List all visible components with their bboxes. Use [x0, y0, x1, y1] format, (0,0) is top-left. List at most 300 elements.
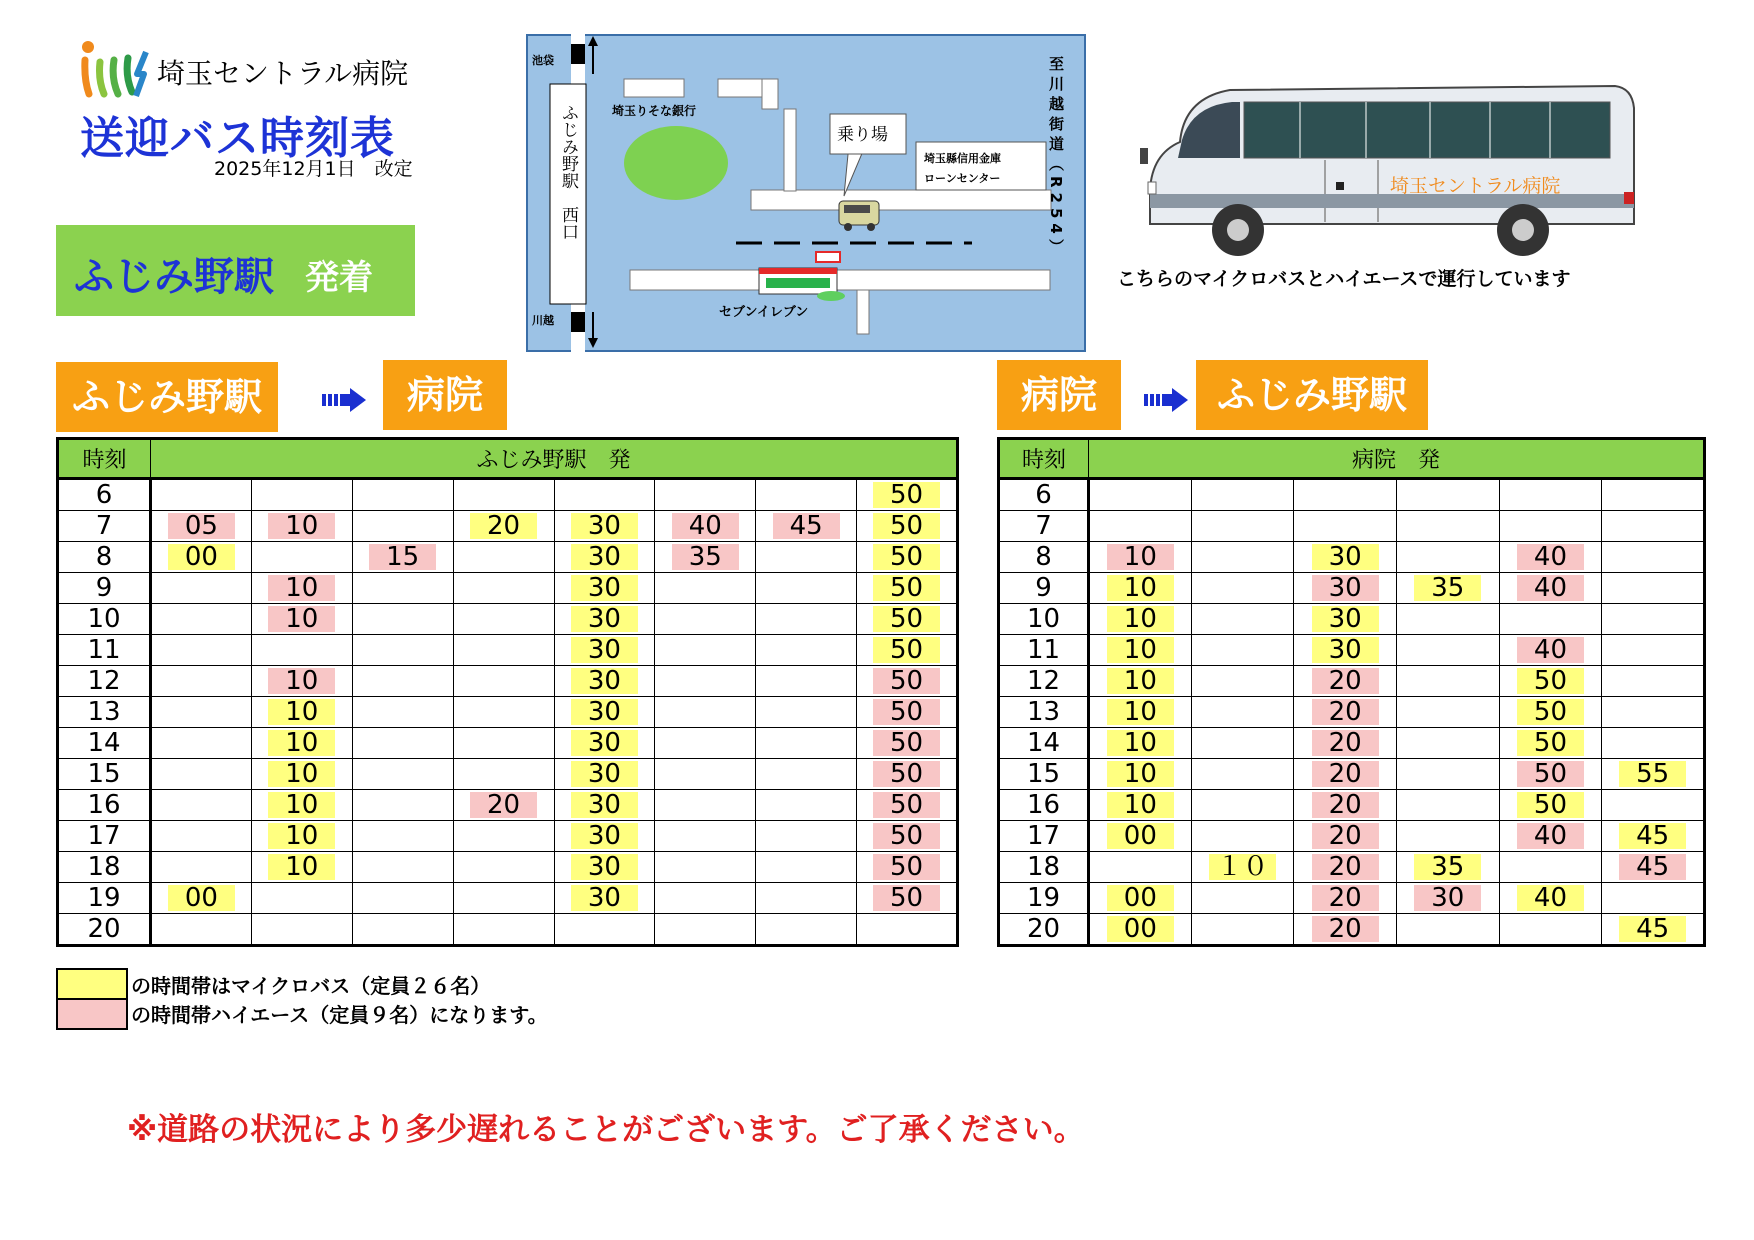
minute-cell — [1089, 635, 1192, 666]
minute-cell — [655, 479, 756, 511]
minute-cell — [251, 542, 352, 573]
minute-cell — [756, 883, 857, 914]
table-row — [58, 759, 958, 790]
minute-cell — [554, 821, 655, 852]
microbus-departure: 10 — [268, 730, 335, 756]
minute-cell — [756, 852, 857, 883]
minute-cell — [857, 479, 958, 511]
microbus-departure: 00 — [1107, 916, 1174, 942]
delay-notice: ※道路の状況により多少遅れることがございます。ご了承ください。 — [127, 1112, 1085, 1148]
table-row — [999, 697, 1705, 728]
minute-cell — [1396, 728, 1499, 759]
table-row — [58, 542, 958, 573]
minute-cell — [1089, 573, 1192, 604]
revision-date: 2025年12月1日 改定 — [214, 158, 413, 180]
minute-cell — [554, 697, 655, 728]
arrow-right-icon — [1144, 386, 1190, 414]
minute-cell — [251, 821, 352, 852]
map-store-label: セブンイレブン — [719, 305, 809, 320]
hiace-departure: 20 — [1312, 730, 1379, 756]
legend-swatch-hiace — [56, 998, 128, 1030]
table-row — [58, 728, 958, 759]
microbus-departure: 30 — [571, 854, 638, 880]
minute-cell — [1089, 914, 1192, 946]
minute-cell — [857, 790, 958, 821]
minute-cell — [1602, 821, 1705, 852]
map-bank-label: 埼玉りそな銀行 — [612, 104, 697, 118]
minute-cell — [1602, 604, 1705, 635]
hiace-departure: 20 — [1312, 916, 1379, 942]
microbus-departure: 10 — [1107, 637, 1174, 663]
station-banner-suffix: 発着 — [305, 258, 373, 298]
minute-cell — [1396, 573, 1499, 604]
minute-cell — [857, 666, 958, 697]
microbus-departure: 50 — [1517, 792, 1584, 818]
table-row — [58, 573, 958, 604]
microbus-departure: 50 — [873, 575, 940, 601]
minute-cell — [1294, 697, 1397, 728]
minute-cell — [1602, 759, 1705, 790]
minute-cell — [1602, 790, 1705, 821]
map-south-label: 川越 — [532, 314, 554, 327]
microbus-departure: 10 — [268, 792, 335, 818]
microbus-departure: 30 — [1312, 606, 1379, 632]
minute-cell — [1191, 479, 1294, 511]
bus-caption: こちらのマイクロバスとハイエースで運行しています — [1117, 268, 1571, 290]
minute-cell — [1089, 790, 1192, 821]
legend-swatch-microbus — [56, 968, 128, 1000]
minute-cell — [151, 604, 252, 635]
table-row — [999, 573, 1705, 604]
minute-cell — [1294, 883, 1397, 914]
hiace-departure: 50 — [873, 792, 940, 818]
hour-cell: 7 — [58, 511, 151, 542]
arrow-right-icon — [322, 386, 368, 414]
microbus-departure: 30 — [571, 792, 638, 818]
minute-cell — [453, 666, 554, 697]
microbus-departure: 30 — [571, 823, 638, 849]
minute-cell — [857, 914, 958, 946]
table-row — [58, 635, 958, 666]
minute-cell — [1499, 666, 1602, 697]
hiace-departure: 50 — [873, 854, 940, 880]
hiace-departure: 40 — [1517, 823, 1584, 849]
hiace-departure: 20 — [470, 792, 537, 818]
minute-cell — [151, 883, 252, 914]
hour-cell: 12 — [999, 666, 1089, 697]
minute-cell — [1499, 821, 1602, 852]
hospital-name: 埼玉セントラル病院 — [157, 57, 409, 90]
hiace-departure: 15 — [369, 544, 436, 570]
map-highway-label: 至川越街道（R254） — [1047, 56, 1065, 259]
minute-cell — [151, 852, 252, 883]
minute-cell — [1294, 728, 1397, 759]
minute-cell — [151, 697, 252, 728]
minute-cell — [1294, 821, 1397, 852]
microbus-departure: 50 — [1517, 668, 1584, 694]
minute-cell — [554, 604, 655, 635]
hour-cell: 11 — [999, 635, 1089, 666]
hiace-departure: 20 — [1312, 823, 1379, 849]
microbus-departure: 30 — [1312, 637, 1379, 663]
hour-cell: 10 — [58, 604, 151, 635]
minute-cell — [554, 511, 655, 542]
minute-cell — [1089, 604, 1192, 635]
minute-cell — [1396, 542, 1499, 573]
minute-cell — [151, 790, 252, 821]
hiace-departure: 20 — [1312, 854, 1379, 880]
minute-cell — [1089, 728, 1192, 759]
minute-cell — [1499, 790, 1602, 821]
minute-cell — [756, 914, 857, 946]
hiace-departure: 45 — [1619, 854, 1686, 880]
minute-cell — [151, 821, 252, 852]
minute-cell — [1396, 511, 1499, 542]
map-boarding-label: 乗り場 — [837, 125, 888, 145]
minute-cell — [554, 542, 655, 573]
minute-cell — [352, 697, 453, 728]
table-row — [58, 479, 958, 511]
table-row — [58, 511, 958, 542]
hiace-departure: 10 — [268, 606, 335, 632]
minute-cell — [352, 604, 453, 635]
minute-cell — [251, 479, 352, 511]
minute-cell — [1089, 759, 1192, 790]
minute-cell — [1396, 790, 1499, 821]
minute-cell — [756, 666, 857, 697]
minute-cell — [655, 852, 756, 883]
hiace-departure: 50 — [873, 761, 940, 787]
minute-cell — [453, 790, 554, 821]
hiace-departure: 30 — [1414, 885, 1481, 911]
minute-cell — [1089, 542, 1192, 573]
table-row — [58, 697, 958, 728]
minute-cell — [1089, 883, 1192, 914]
hour-header: 時刻 — [58, 439, 151, 479]
minute-cell — [1602, 635, 1705, 666]
minute-cell — [1602, 573, 1705, 604]
minute-cell — [554, 573, 655, 604]
minute-cell — [151, 666, 252, 697]
minute-cell — [251, 511, 352, 542]
microbus-departure: 40 — [1517, 885, 1584, 911]
minute-cell — [1089, 697, 1192, 728]
hiace-departure: 50 — [873, 668, 940, 694]
minute-cell — [352, 790, 453, 821]
minute-cell — [453, 914, 554, 946]
table-row — [58, 604, 958, 635]
microbus-departure: 30 — [571, 637, 638, 663]
minute-cell — [453, 604, 554, 635]
table-row — [999, 542, 1705, 573]
hour-cell: 13 — [999, 697, 1089, 728]
minute-cell — [655, 604, 756, 635]
hour-cell: 17 — [58, 821, 151, 852]
minute-cell — [151, 914, 252, 946]
legend-microbus: の時間帯はマイクロバス（定員２６名） — [131, 974, 491, 998]
microbus-departure: 00 — [168, 544, 235, 570]
minute-cell — [453, 573, 554, 604]
hiace-departure: 30 — [1312, 575, 1379, 601]
minute-cell — [1191, 852, 1294, 883]
page-title: 送迎バス時刻表 — [80, 113, 395, 164]
minute-cell — [857, 542, 958, 573]
minute-cell — [857, 511, 958, 542]
minute-cell — [1396, 883, 1499, 914]
minute-cell — [151, 759, 252, 790]
minute-cell — [655, 790, 756, 821]
minute-cell — [151, 728, 252, 759]
minute-cell — [1191, 883, 1294, 914]
minute-cell — [251, 790, 352, 821]
hour-cell: 19 — [58, 883, 151, 914]
minute-cell — [1294, 790, 1397, 821]
minute-cell — [1191, 914, 1294, 946]
hiace-departure: 10 — [268, 668, 335, 694]
hour-cell: 14 — [999, 728, 1089, 759]
minute-cell — [1396, 635, 1499, 666]
minute-cell — [655, 573, 756, 604]
hiace-departure: 50 — [873, 823, 940, 849]
hospital-logo-icon — [80, 40, 150, 98]
minute-cell — [151, 635, 252, 666]
microbus-departure: 30 — [571, 699, 638, 725]
map-station-label: ふじみ野駅 西口 — [558, 104, 578, 240]
minute-cell — [1602, 479, 1705, 511]
minute-cell — [857, 635, 958, 666]
hour-cell: 15 — [999, 759, 1089, 790]
minute-cell — [453, 728, 554, 759]
hiace-departure: 40 — [1517, 637, 1584, 663]
microbus-departure: 50 — [873, 606, 940, 632]
minute-cell — [554, 790, 655, 821]
minute-cell — [655, 542, 756, 573]
hour-cell: 14 — [58, 728, 151, 759]
hour-cell: 11 — [58, 635, 151, 666]
minute-cell — [857, 573, 958, 604]
hour-cell: 6 — [999, 479, 1089, 511]
microbus-departure: 30 — [571, 575, 638, 601]
minute-cell — [453, 883, 554, 914]
minute-cell — [352, 479, 453, 511]
microbus-departure: 55 — [1619, 761, 1686, 787]
minute-cell — [1602, 697, 1705, 728]
hiace-departure: 50 — [873, 699, 940, 725]
minute-cell — [251, 573, 352, 604]
microbus-departure: 00 — [1107, 885, 1174, 911]
route-right-to: ふじみ野駅 — [1196, 360, 1428, 430]
minute-cell — [554, 914, 655, 946]
minute-cell — [1602, 883, 1705, 914]
table-row — [999, 666, 1705, 697]
minute-cell — [251, 604, 352, 635]
microbus-departure: 50 — [1517, 699, 1584, 725]
minute-cell — [1499, 883, 1602, 914]
minute-cell — [554, 852, 655, 883]
hiace-departure: 20 — [1312, 668, 1379, 694]
minute-cell — [251, 635, 352, 666]
table-row — [999, 821, 1705, 852]
minute-cell — [1396, 914, 1499, 946]
minute-cell — [1396, 759, 1499, 790]
hiace-departure: 50 — [873, 730, 940, 756]
minute-cell — [1089, 666, 1192, 697]
minute-cell — [655, 635, 756, 666]
hiace-departure: 40 — [1517, 575, 1584, 601]
microbus-departure: 10 — [1107, 761, 1174, 787]
microbus-departure: 10 — [1107, 606, 1174, 632]
minute-cell — [1602, 666, 1705, 697]
table-row — [58, 821, 958, 852]
minute-cell — [352, 759, 453, 790]
minute-cell — [857, 883, 958, 914]
microbus-departure: 30 — [571, 606, 638, 632]
minute-cell — [1499, 542, 1602, 573]
minute-cell — [1294, 666, 1397, 697]
hour-cell: 13 — [58, 697, 151, 728]
minute-cell — [756, 604, 857, 635]
microbus-departure: 30 — [571, 513, 638, 539]
table-row — [999, 759, 1705, 790]
minute-cell — [1499, 697, 1602, 728]
minute-cell — [151, 573, 252, 604]
minute-cell — [857, 852, 958, 883]
minute-cell — [857, 697, 958, 728]
minute-cell — [1294, 759, 1397, 790]
hour-cell: 10 — [999, 604, 1089, 635]
access-map — [526, 34, 1086, 352]
minute-cell — [151, 479, 252, 511]
microbus-departure: 45 — [1619, 916, 1686, 942]
hiace-departure: 10 — [268, 513, 335, 539]
table-row — [999, 635, 1705, 666]
minute-cell — [251, 914, 352, 946]
minute-cell — [352, 511, 453, 542]
minute-cell — [1602, 511, 1705, 542]
minute-cell — [1191, 511, 1294, 542]
minute-cell — [1499, 914, 1602, 946]
minute-cell — [1191, 790, 1294, 821]
minute-cell — [554, 759, 655, 790]
minute-cell — [1089, 479, 1192, 511]
minute-cell — [756, 759, 857, 790]
minute-cell — [1499, 852, 1602, 883]
hiace-departure: 50 — [1517, 761, 1584, 787]
minute-cell — [1499, 604, 1602, 635]
minute-cell — [554, 883, 655, 914]
minute-cell — [352, 542, 453, 573]
hiace-departure: 40 — [1517, 544, 1584, 570]
minute-cell — [1294, 635, 1397, 666]
minute-cell — [1396, 697, 1499, 728]
minute-cell — [756, 821, 857, 852]
minute-cell — [554, 635, 655, 666]
microbus-illustration — [1140, 82, 1640, 262]
table-row — [58, 666, 958, 697]
minute-cell — [251, 852, 352, 883]
minute-cell — [1294, 604, 1397, 635]
hiace-departure: 20 — [1312, 761, 1379, 787]
minute-cell — [756, 697, 857, 728]
minute-cell — [1602, 542, 1705, 573]
minute-cell — [352, 821, 453, 852]
minute-cell — [756, 635, 857, 666]
table-row — [999, 604, 1705, 635]
map-credit-union-label-1: 埼玉縣信用金庫 — [924, 152, 1001, 165]
minute-cell — [1396, 666, 1499, 697]
hour-cell: 15 — [58, 759, 151, 790]
minute-cell — [1191, 573, 1294, 604]
minute-cell — [1396, 852, 1499, 883]
route-left-from: ふじみ野駅 — [56, 362, 278, 432]
microbus-departure: 50 — [873, 482, 940, 508]
minute-cell — [1602, 852, 1705, 883]
hiace-departure: 20 — [1312, 792, 1379, 818]
minute-cell — [1499, 728, 1602, 759]
hiace-departure: 05 — [168, 513, 235, 539]
hour-cell: 20 — [999, 914, 1089, 946]
table-row — [999, 852, 1705, 883]
table-row — [999, 914, 1705, 946]
hour-cell: 12 — [58, 666, 151, 697]
minute-cell — [453, 542, 554, 573]
minute-cell — [352, 666, 453, 697]
hiace-departure: 50 — [873, 885, 940, 911]
minute-cell — [151, 511, 252, 542]
minute-cell — [453, 479, 554, 511]
microbus-departure: 00 — [1107, 823, 1174, 849]
minute-cell — [1089, 821, 1192, 852]
table-row — [58, 790, 958, 821]
minute-cell — [1191, 604, 1294, 635]
minute-cell — [251, 666, 352, 697]
minute-cell — [554, 666, 655, 697]
microbus-departure: 35 — [1414, 575, 1481, 601]
microbus-departure: 10 — [1107, 730, 1174, 756]
minute-cell — [1396, 479, 1499, 511]
table-row — [58, 883, 958, 914]
minute-cell — [857, 759, 958, 790]
minute-cell — [1191, 728, 1294, 759]
table-row — [58, 852, 958, 883]
minute-cell — [1191, 666, 1294, 697]
minute-cell — [1191, 542, 1294, 573]
minute-cell — [151, 542, 252, 573]
minute-cell — [352, 573, 453, 604]
minute-cell — [756, 573, 857, 604]
minute-cell — [655, 914, 756, 946]
minute-cell — [1294, 852, 1397, 883]
table-row — [999, 479, 1705, 511]
microbus-departure: 30 — [1312, 544, 1379, 570]
microbus-departure: 50 — [873, 544, 940, 570]
hour-cell: 18 — [999, 852, 1089, 883]
microbus-departure: 30 — [571, 885, 638, 911]
hour-cell: 9 — [58, 573, 151, 604]
route-right-from: 病院 — [997, 360, 1121, 430]
minute-cell — [251, 697, 352, 728]
microbus-departure: 10 — [1107, 699, 1174, 725]
hour-header: 時刻 — [999, 439, 1089, 479]
route-left-to: 病院 — [383, 360, 507, 430]
microbus-departure: 10 — [1107, 575, 1174, 601]
minute-cell — [554, 728, 655, 759]
hiace-departure: 45 — [773, 513, 840, 539]
microbus-departure: 10 — [268, 823, 335, 849]
minute-cell — [453, 852, 554, 883]
table-row — [999, 728, 1705, 759]
hour-cell: 9 — [999, 573, 1089, 604]
